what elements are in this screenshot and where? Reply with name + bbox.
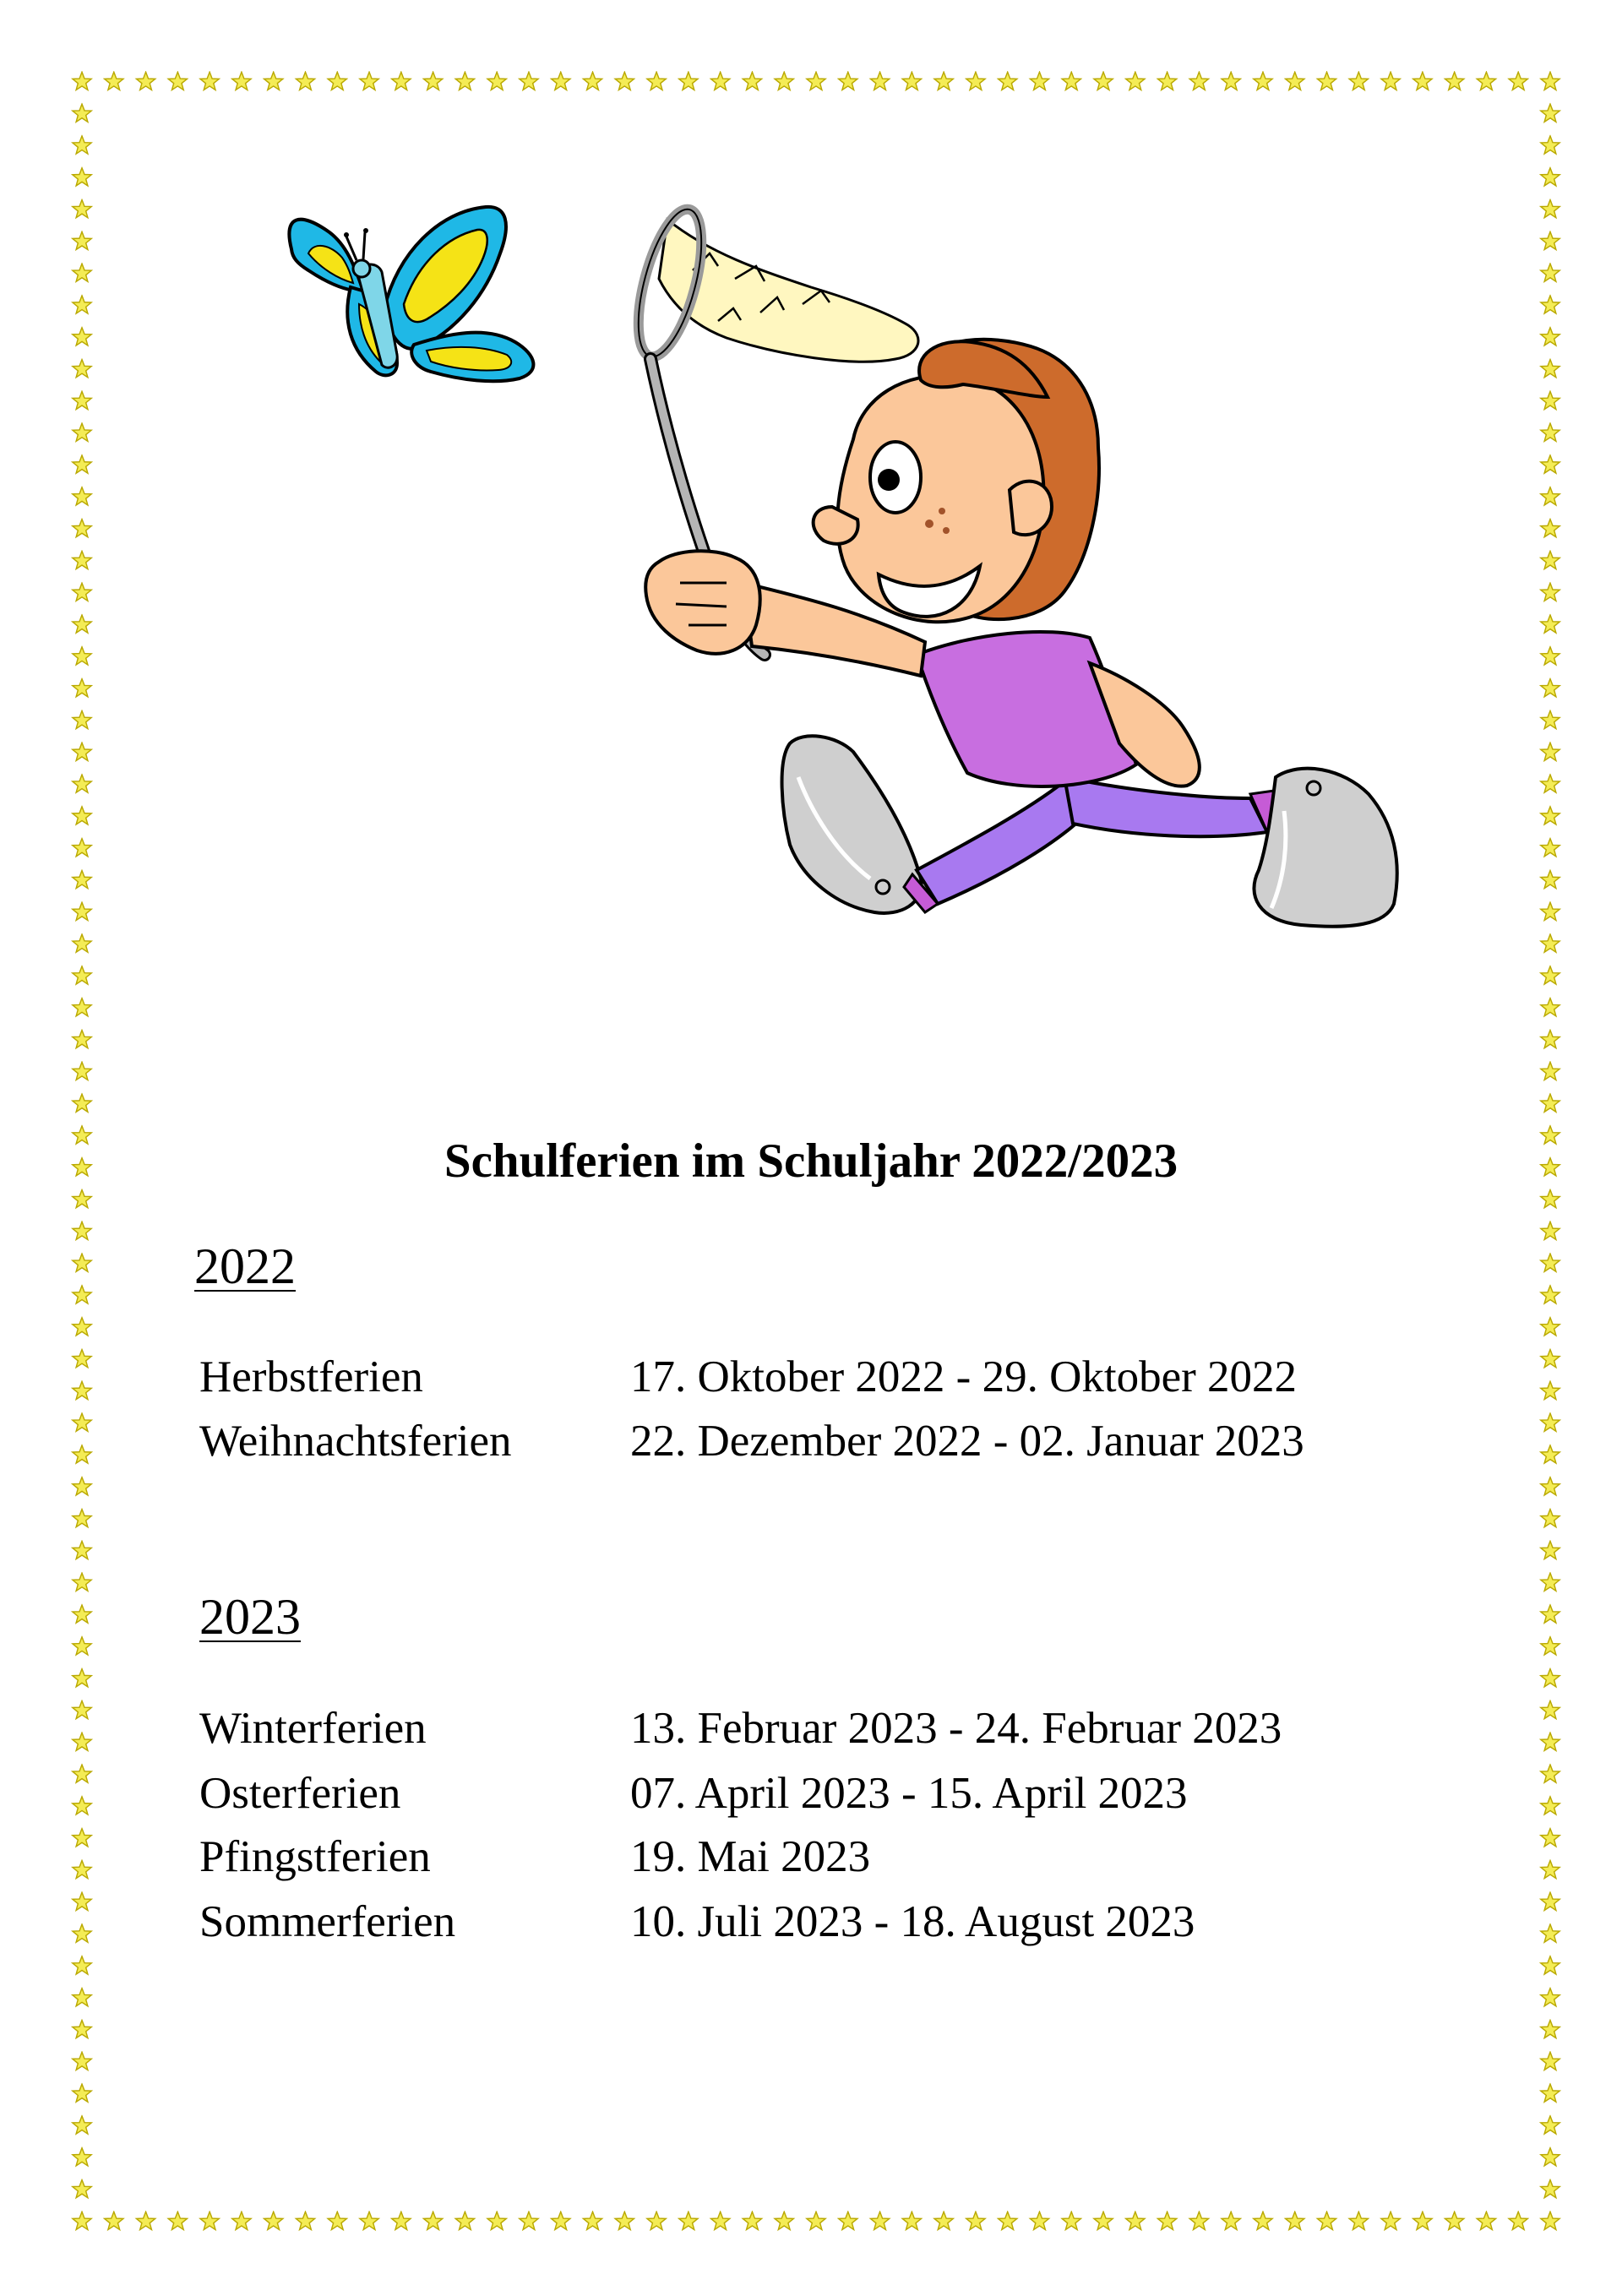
star-icon bbox=[73, 1350, 91, 1368]
holiday-row bbox=[199, 1890, 1467, 1954]
holiday-dates: 13. Februar 2023 - 24. Februar 2023 bbox=[630, 1704, 1282, 1753]
star-icon bbox=[264, 2212, 283, 2229]
star-icon bbox=[73, 1190, 91, 1208]
star-icon bbox=[455, 2212, 474, 2229]
holiday-row bbox=[199, 1825, 1467, 1889]
butterfly-icon bbox=[289, 207, 533, 381]
star-icon bbox=[520, 2212, 538, 2229]
star-icon bbox=[1286, 2212, 1304, 2229]
star-icon bbox=[1381, 2212, 1400, 2229]
star-icon bbox=[73, 1318, 91, 1336]
star-icon bbox=[1222, 2212, 1240, 2229]
star-icon bbox=[1541, 1094, 1559, 1112]
star-icon bbox=[328, 2212, 346, 2229]
holiday-row bbox=[199, 1409, 1467, 1473]
star-icon bbox=[73, 2052, 91, 2070]
star-icon bbox=[1541, 1254, 1559, 1271]
holiday-name: Sommerferien bbox=[199, 1897, 456, 1946]
star-icon bbox=[966, 2212, 985, 2229]
star-icon bbox=[1349, 2212, 1368, 2229]
holiday-name: Pfingstferien bbox=[199, 1832, 431, 1881]
star-icon bbox=[1541, 1350, 1559, 1368]
star-icon bbox=[73, 1445, 91, 1463]
star-icon bbox=[1541, 1797, 1559, 1814]
star-icon bbox=[73, 2116, 91, 2134]
star-icon bbox=[73, 1541, 91, 1559]
star-icon bbox=[1126, 2212, 1145, 2229]
star-icon bbox=[807, 2212, 825, 2229]
star-icon bbox=[1541, 1765, 1559, 1782]
star-icon bbox=[1541, 2052, 1559, 2070]
holiday-dates: 10. Juli 2023 - 18. August 2023 bbox=[630, 1897, 1195, 1946]
star-icon bbox=[73, 1030, 91, 1047]
star-icon bbox=[1413, 2212, 1432, 2229]
star-icon bbox=[775, 2212, 793, 2229]
star-icon bbox=[105, 2212, 123, 2229]
star-icon bbox=[73, 1094, 91, 1112]
star-icon bbox=[73, 1221, 91, 1239]
holiday-name: Weihnachtsferien bbox=[199, 1417, 512, 1466]
star-icon bbox=[1094, 2212, 1113, 2229]
star-icon bbox=[73, 2179, 91, 2197]
star-icon bbox=[1541, 1445, 1559, 1463]
page-title: Schulferien im Schuljahr 2022/2023 bbox=[444, 1134, 1178, 1188]
star-icon bbox=[73, 1413, 91, 1431]
star-icon bbox=[1157, 2212, 1176, 2229]
star-icon bbox=[1541, 1413, 1559, 1431]
star-icon bbox=[73, 1637, 91, 1655]
star-icon bbox=[73, 1989, 91, 2006]
year-heading-2022: 2022 bbox=[194, 1238, 296, 1294]
star-icon bbox=[73, 1733, 91, 1750]
star-icon bbox=[1541, 1860, 1559, 1878]
star-icon bbox=[870, 2212, 889, 2229]
star-icon bbox=[902, 2212, 921, 2229]
holiday-name: Winterferien bbox=[199, 1704, 427, 1753]
star-icon bbox=[1541, 2148, 1559, 2166]
star-icon bbox=[136, 2212, 155, 2229]
year-heading-2023: 2023 bbox=[199, 1589, 301, 1645]
star-icon bbox=[1541, 1286, 1559, 1303]
star-icon bbox=[1541, 2020, 1559, 2038]
star-icon bbox=[615, 2212, 634, 2229]
star-icon bbox=[1541, 1829, 1559, 1847]
star-icon bbox=[73, 2212, 91, 2229]
star-icon bbox=[360, 2212, 378, 2229]
star-icon bbox=[73, 1797, 91, 1814]
star-icon bbox=[1541, 1989, 1559, 2006]
star-icon bbox=[1541, 2116, 1559, 2134]
star-icon bbox=[73, 1254, 91, 1271]
star-icon bbox=[392, 2212, 411, 2229]
star-icon bbox=[1541, 2084, 1559, 2102]
holiday-dates: 07. April 2023 - 15. April 2023 bbox=[630, 1769, 1188, 1818]
star-icon bbox=[1541, 1318, 1559, 1336]
star-icon bbox=[1541, 1381, 1559, 1399]
holiday-name: Herbstferien bbox=[199, 1352, 423, 1401]
star-icon bbox=[1541, 1190, 1559, 1208]
star-icon bbox=[934, 2212, 953, 2229]
header-illustration bbox=[0, 0, 1622, 1014]
star-icon bbox=[1541, 1062, 1559, 1080]
star-icon bbox=[1541, 1637, 1559, 1655]
star-border-bottom bbox=[73, 2212, 1559, 2229]
holiday-dates: 22. Dezember 2022 - 02. Januar 2023 bbox=[630, 1417, 1304, 1466]
star-icon bbox=[1541, 1956, 1559, 1974]
star-icon bbox=[1445, 2212, 1463, 2229]
star-icon bbox=[73, 1605, 91, 1623]
star-icon bbox=[1317, 2212, 1336, 2229]
star-icon bbox=[1062, 2212, 1080, 2229]
star-icon bbox=[73, 1381, 91, 1399]
holiday-dates: 17. Oktober 2022 - 29. Oktober 2022 bbox=[630, 1352, 1297, 1401]
star-icon bbox=[839, 2212, 857, 2229]
star-icon bbox=[1254, 2212, 1272, 2229]
star-icon bbox=[73, 1700, 91, 1718]
star-icon bbox=[296, 2212, 314, 2229]
star-icon bbox=[1541, 1573, 1559, 1591]
star-icon bbox=[73, 2148, 91, 2166]
star-icon bbox=[1030, 2212, 1048, 2229]
star-icon bbox=[999, 2212, 1017, 2229]
star-icon bbox=[73, 2020, 91, 2038]
star-icon bbox=[1541, 1733, 1559, 1750]
holiday-row bbox=[199, 1761, 1467, 1825]
star-icon bbox=[1541, 1221, 1559, 1239]
star-icon bbox=[1541, 2212, 1559, 2229]
star-icon bbox=[73, 1892, 91, 1910]
star-icon bbox=[552, 2212, 570, 2229]
star-icon bbox=[73, 2084, 91, 2102]
star-icon bbox=[1509, 2212, 1527, 2229]
holiday-row bbox=[199, 1696, 1467, 1760]
star-icon bbox=[73, 1573, 91, 1591]
star-icon bbox=[73, 1510, 91, 1527]
star-icon bbox=[200, 2212, 219, 2229]
star-icon bbox=[73, 1924, 91, 1942]
holiday-name: Osterferien bbox=[199, 1769, 401, 1818]
star-icon bbox=[1189, 2212, 1208, 2229]
star-icon bbox=[1541, 1669, 1559, 1687]
holiday-row bbox=[199, 1345, 1467, 1409]
star-icon bbox=[73, 1860, 91, 1878]
star-icon bbox=[73, 1477, 91, 1495]
star-icon bbox=[73, 1669, 91, 1687]
star-icon bbox=[1541, 1892, 1559, 1910]
star-icon bbox=[1541, 1605, 1559, 1623]
star-icon bbox=[423, 2212, 442, 2229]
star-icon bbox=[487, 2212, 506, 2229]
star-icon bbox=[710, 2212, 729, 2229]
star-icon bbox=[1541, 1477, 1559, 1495]
star-icon bbox=[73, 1062, 91, 1080]
star-icon bbox=[1541, 1700, 1559, 1718]
star-icon bbox=[232, 2212, 251, 2229]
star-icon bbox=[73, 1286, 91, 1303]
star-icon bbox=[73, 1956, 91, 1974]
star-icon bbox=[1541, 1541, 1559, 1559]
star-icon bbox=[1541, 1924, 1559, 1942]
star-icon bbox=[1541, 1030, 1559, 1047]
boy-with-butterfly-net-icon bbox=[626, 203, 1397, 926]
star-icon bbox=[73, 1765, 91, 1782]
holiday-dates: 19. Mai 2023 bbox=[630, 1832, 871, 1881]
star-icon bbox=[1477, 2212, 1495, 2229]
star-icon bbox=[1541, 2179, 1559, 2197]
star-icon bbox=[583, 2212, 601, 2229]
star-icon bbox=[73, 1829, 91, 1847]
star-icon bbox=[1541, 1510, 1559, 1527]
star-icon bbox=[647, 2212, 666, 2229]
star-icon bbox=[679, 2212, 698, 2229]
star-icon bbox=[168, 2212, 187, 2229]
star-icon bbox=[743, 2212, 761, 2229]
